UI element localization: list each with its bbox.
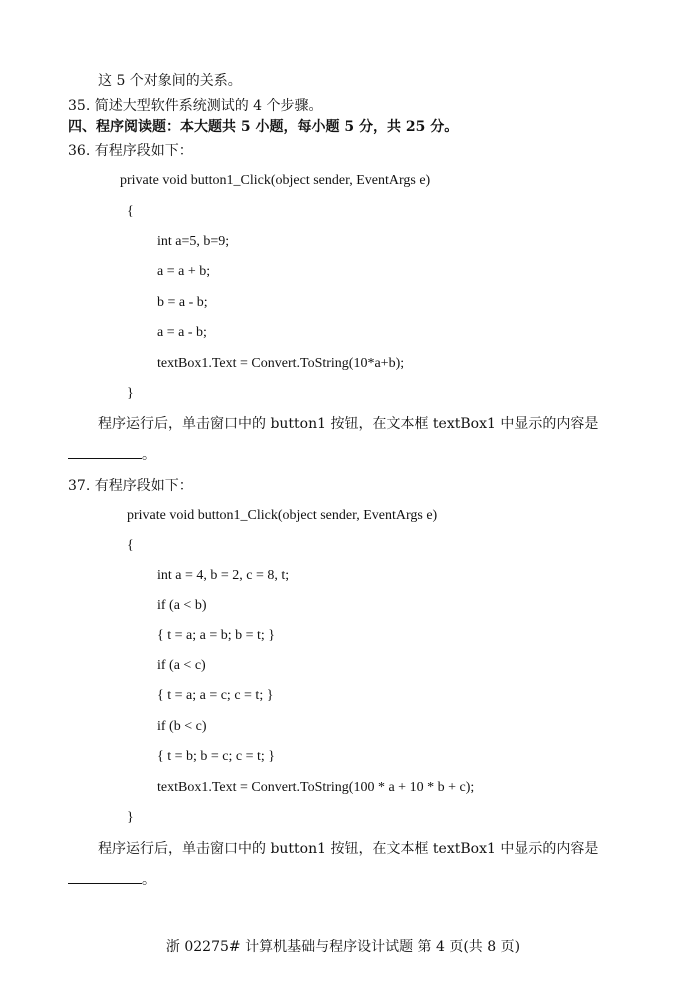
q36-code-line-2: { xyxy=(127,204,134,219)
q37-code-line-1: private void button1_Click(object sender, EventArgs e) xyxy=(127,508,438,523)
q37-code-line-10: textBox1.Text = Convert.ToString(100 * a + 10 * b + c); xyxy=(157,780,475,795)
q37-blank-line xyxy=(68,871,142,884)
q37-code-line-11: } xyxy=(127,810,134,825)
q37-answer-prompt: 程序运行后，单击窗口中的 button1 按钮，在文本框 textBox1 中显示的内容是 xyxy=(98,841,599,857)
q37-code-line-2: { xyxy=(127,538,134,553)
question-37: 37. 有程序段如下： xyxy=(68,478,193,494)
q36-code-line-3: int a=5, b=9; xyxy=(157,234,230,249)
q37-code-line-7: { t = a; a = c; c = t; } xyxy=(157,688,274,703)
question-36: 36. 有程序段如下： xyxy=(68,143,193,159)
q36-code-line-5: b = a - b; xyxy=(157,295,208,310)
q37-blank-period: 。 xyxy=(142,872,156,888)
q36-code-line-4: a = a + b; xyxy=(157,264,211,279)
q37-code-line-4: if (a < b) xyxy=(157,598,207,613)
q37-code-line-3: int a = 4, b = 2, c = 8, t; xyxy=(157,568,290,583)
q37-code-line-6: if (a < c) xyxy=(157,658,206,673)
q37-code-line-9: { t = b; b = c; c = t; } xyxy=(157,749,276,764)
q36-blank-line xyxy=(68,446,142,459)
section-4-heading: 四、程序阅读题：本大题共 5 小题，每小题 5 分，共 25 分。 xyxy=(68,119,459,135)
q37-code-line-5: { t = a; a = b; b = t; } xyxy=(157,628,276,643)
q36-code-line-6: a = a - b; xyxy=(157,325,207,340)
q36-answer-blank xyxy=(68,446,156,464)
line-objects-relation: 这 5 个对象间的关系。 xyxy=(98,73,242,89)
q37-code-line-8: if (b < c) xyxy=(157,719,207,734)
q36-code-line-1: private void button1_Click(object sender, EventArgs e) xyxy=(120,173,431,188)
page-footer: 浙 02275# 计算机基础与程序设计试题 第 4 页(共 8 页) xyxy=(165,939,521,955)
q36-blank-period: 。 xyxy=(142,447,156,463)
q37-answer-blank xyxy=(68,871,156,889)
q36-code-line-7: textBox1.Text = Convert.ToString(10*a+b); xyxy=(157,356,405,371)
q36-code-line-8: } xyxy=(127,386,134,401)
question-35: 35. 简述大型软件系统测试的 4 个步骤。 xyxy=(68,98,323,114)
q36-answer-prompt: 程序运行后，单击窗口中的 button1 按钮，在文本框 textBox1 中显示的内容是 xyxy=(98,416,599,432)
